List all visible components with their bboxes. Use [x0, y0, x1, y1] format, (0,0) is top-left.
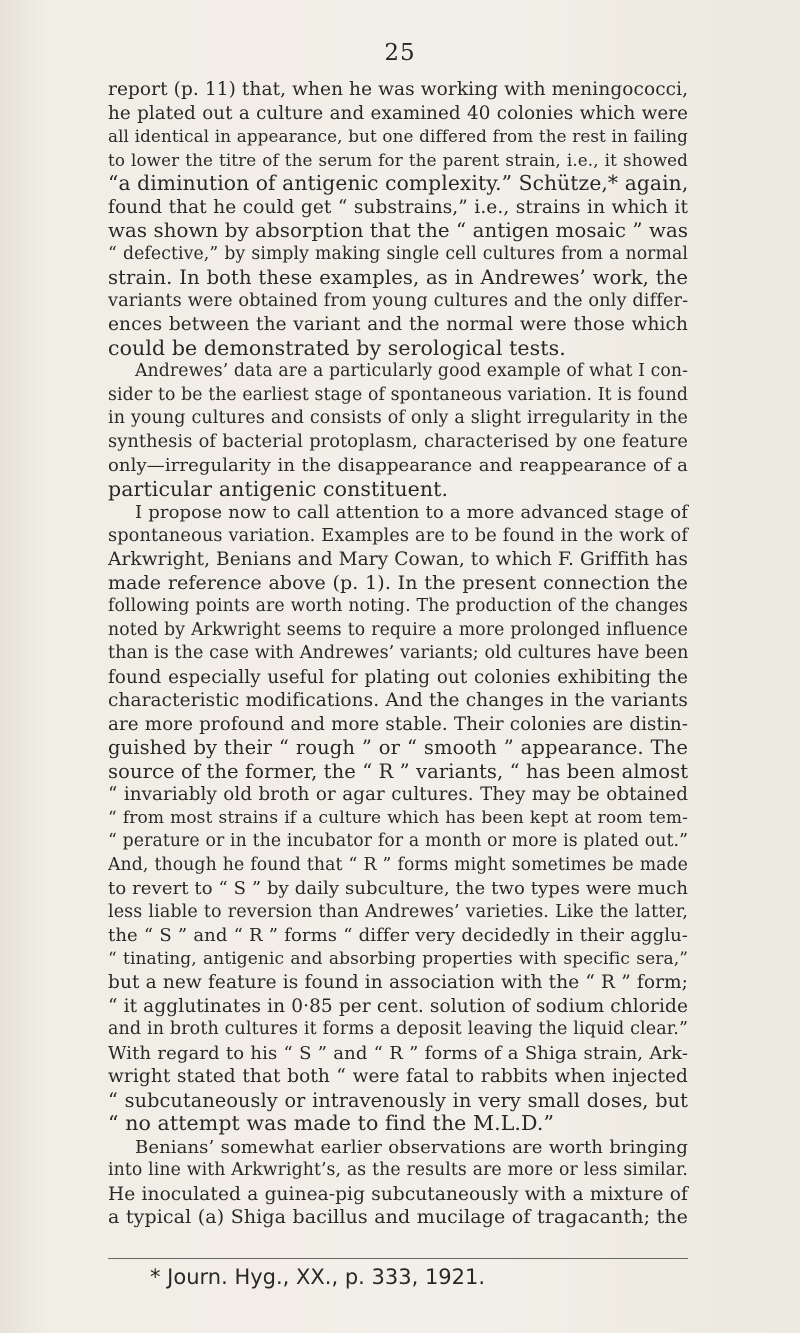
text-line: variants were obtained from young cultures and the only differ- — [108, 290, 689, 311]
text-line: in young cultures and consists of only a slight irregularity in the — [108, 408, 688, 428]
text-line: characteristic modifications. And the changes in the variants — [108, 690, 688, 711]
text-line: all identical in appearance, but one differed from the rest in failing — [108, 126, 688, 146]
text-line: spontaneous variation. Examples are to be found in the work of — [108, 525, 688, 546]
text-line: “ it agglutinates in 0·85 per cent. solution of sodium chloride — [108, 995, 688, 1017]
text-line: “ from most strains if a culture which has been kept at room tem- — [108, 807, 688, 828]
text-line: strain. In both these examples, as in Andrewes’ work, the — [108, 266, 688, 289]
text-line: to revert to “ S ” by daily subculture, the two types were much — [108, 878, 689, 899]
text-line: found especially useful for plating out colonies exhibiting the — [108, 666, 688, 688]
text-line: report (p. 11) that, when he was working with meningococci, — [108, 79, 689, 100]
body-text — [108, 78, 688, 1230]
text-line: synthesis of bacterial protoplasm, characterised by one feature — [108, 431, 688, 452]
text-line: Benians’ somewhat earlier observations are worth bringing — [135, 1136, 688, 1158]
text-line: “ perature or in the incubator for a month or more is plated out.” — [108, 831, 688, 851]
text-line: Arkwright, Benians and Mary Cowan, to which F. Griffith has — [108, 549, 689, 570]
text-line: “ subcutaneously or intravenously in very small doses, but — [108, 1088, 688, 1112]
text-line: made reference above (p. 1). In the present connection the — [108, 571, 688, 594]
text-line: Andrewes’ data are a particularly good example of what I con- — [135, 361, 688, 381]
text-line: but a new feature is found in association with the “ R ” form; — [108, 972, 688, 993]
text-line: and in broth cultures it forms a deposit leaving the liquid clear.” — [108, 1019, 688, 1039]
text-line: following points are worth noting. The production of the changes — [108, 596, 688, 616]
text-line: “ invariably old broth or agar cultures. They may be obtained — [108, 784, 688, 805]
text-line: “ defective,” by simply making single cell cultures from a normal — [108, 243, 688, 264]
footnote: * Journ. Hyg., XX., p. 333, 1921. — [150, 1265, 486, 1289]
text-line: “ tinating, antigenic and absorbing properties with specific sera,” — [108, 948, 688, 969]
text-line: a typical (a) Shiga bacillus and mucilage of tragacanth; the — [108, 1206, 688, 1228]
text-line: the “ S ” and “ R ” forms “ differ very decidedly in their agglu- — [108, 925, 688, 946]
text-line: only—irregularity in the disappearance and reappearance of a — [108, 455, 688, 476]
text-line: “a diminution of antigenic complexity.” Schütze,* again, — [108, 171, 689, 195]
text-line: ences between the variant and the normal were those which — [108, 314, 688, 335]
text-line: particular antigenic constituent. — [108, 476, 449, 501]
text-line: to lower the titre of the serum for the parent strain, i.e., it showed — [108, 149, 688, 170]
text-line: he plated out a culture and examined 40 colonies which were — [108, 102, 688, 124]
text-line: He inoculated a guinea-pig subcutaneously with a mixture of — [108, 1183, 688, 1205]
text-line: “ no attempt was made to find the M.L.D.” — [108, 1111, 555, 1135]
text-line: into line with Arkwright’s, as the results are more or less similar. — [108, 1160, 688, 1180]
text-line: wright stated that both “ were fatal to rabbits when injected — [108, 1066, 688, 1087]
text-line: I propose now to call attention to a more advanced stage of — [135, 502, 688, 523]
text-line: noted by Arkwright seems to require a more prolonged influence — [108, 619, 688, 640]
text-line: found that he could get “ substrains,” i.e., strains in which it — [108, 196, 688, 218]
text-line: are more profound and more stable. Their colonies are distin- — [108, 713, 688, 735]
text-line: guished by their “ rough ” or “ smooth ” appearance. The — [108, 736, 688, 759]
text-line: sider to be the earliest stage of spontaneous variation. It is found — [108, 384, 688, 405]
text-line: source of the former, the “ R ” variants, “ has been almost — [108, 759, 689, 783]
text-line: was shown by absorption that the “ antigen mosaic ” was — [108, 219, 689, 242]
text-line: than is the case with Andrewes’ variants; old cultures have been — [108, 643, 689, 663]
text-line: And, though he found that “ R ” forms might sometimes be made — [108, 854, 688, 875]
page-number: 25 — [384, 40, 416, 66]
text-line: less liable to reversion than Andrewes’ varieties. Like the latter, — [108, 901, 688, 922]
text-line: With regard to his “ S ” and “ R ” forms of a Shiga strain, Ark- — [108, 1042, 688, 1064]
footnote-divider — [108, 1258, 688, 1259]
text-line: could be demonstrated by serological tests. — [108, 335, 566, 360]
